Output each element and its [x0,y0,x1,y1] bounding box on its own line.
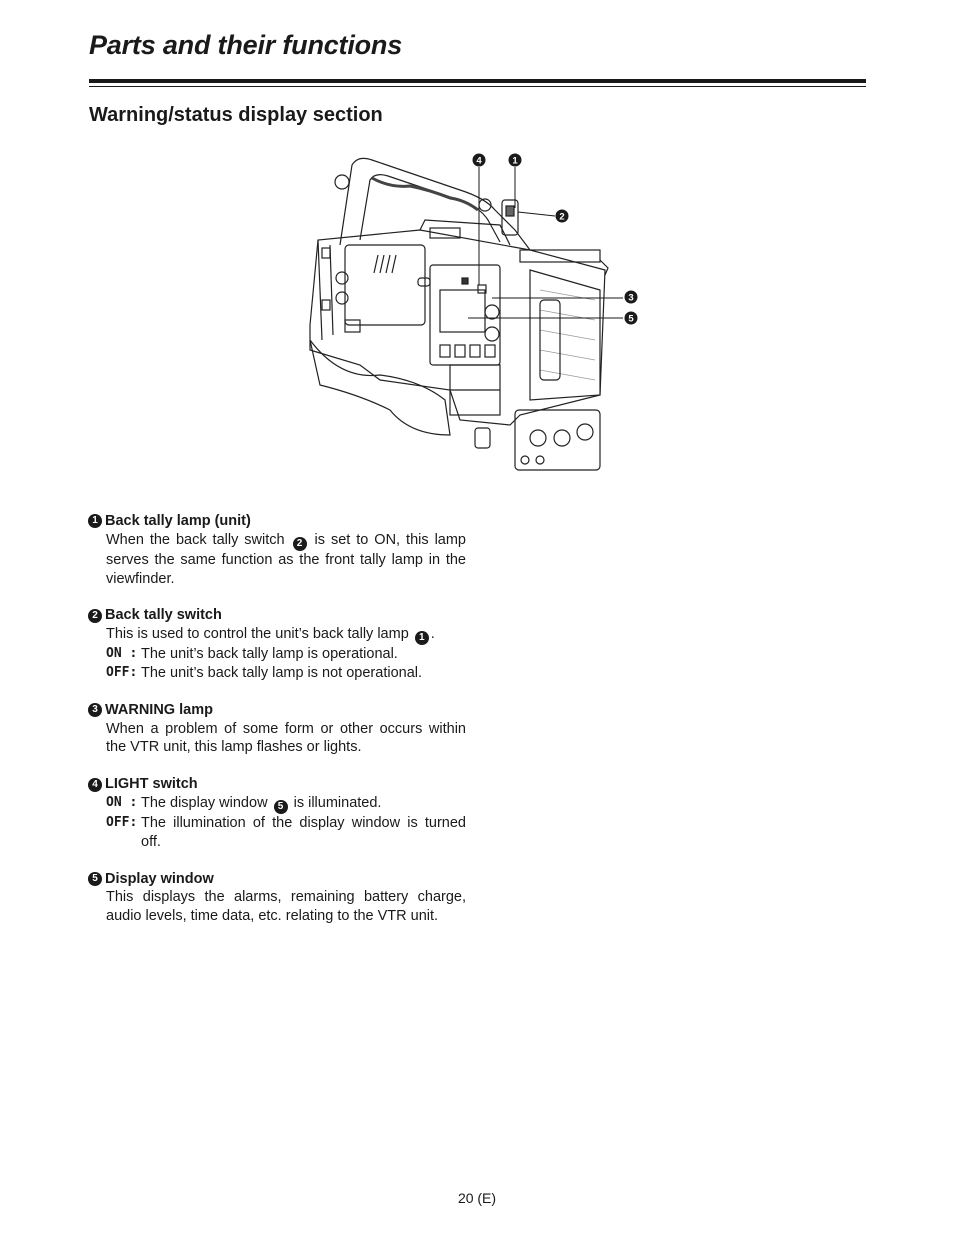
callout-2: 2 [559,211,565,223]
item-description: This displays the alarms, remaining battery charge, audio levels, time data, etc. relating to the VTR unit. [106,889,466,925]
item-number-badge: 5 [88,872,102,886]
header-rule-thin [89,86,866,87]
callout-4: 4 [476,155,482,167]
mode-desc: The illumination of the display window is turned off. [141,814,466,850]
item-number-badge: 1 [88,514,102,528]
mode-desc: The unit’s back tally lamp is operational. [141,646,398,663]
page-number: 20 (E) [457,1190,497,1206]
item-number-badge: 4 [88,778,102,792]
callout-1: 1 [512,155,518,167]
camera-illustration [300,150,645,485]
item-description: When a problem of some form or other occurs within the VTR unit, this lamp flashes or lights. [106,720,466,756]
item-number-badge: 2 [88,609,102,623]
list-item-display-window [88,870,466,926]
callout-3: 3 [628,292,634,304]
list-item-back-tally-switch [88,606,466,682]
mode-label: OFF: [106,664,138,680]
item-title: Back tally switch [105,607,222,624]
mode-row [88,664,466,683]
mode-row [88,794,466,814]
page-title: Parts and their functions [89,30,403,60]
item-description: When the back tally switch 2 is set to ON, this lamp serves the same function as the front tally lamp in the viewfinder. [106,531,466,587]
mode-row [88,814,466,852]
figure-callouts [473,154,638,325]
callout-5: 5 [628,313,634,325]
list-item-light-switch [88,775,466,851]
ref-badge: 2 [293,537,307,551]
parts-list [88,512,466,944]
ref-badge: 1 [415,631,429,645]
mode-label: OFF: [106,814,138,830]
mode-label: ON : [106,646,138,662]
mode-label: ON : [106,794,138,810]
mode-desc: The display window 5 is illuminated. [141,794,382,812]
camera-figure [300,150,645,485]
item-number-badge: 3 [88,703,102,717]
item-title: Display window [105,870,214,887]
item-title: Back tally lamp (unit) [105,513,251,529]
list-item-warning-lamp [88,701,466,757]
mode-desc: The unit’s back tally lamp is not operational. [141,664,423,681]
header-rule-thick [89,79,866,83]
item-title: WARNING lamp [105,701,213,718]
ref-badge: 5 [274,800,288,814]
list-item-back-tally-lamp [88,512,466,588]
item-description: This is used to control the unit’s back tally lamp 1 . [106,626,435,644]
section-title: Warning/status display section [89,104,383,126]
mode-row [88,645,466,664]
item-title: LIGHT switch [105,776,198,793]
